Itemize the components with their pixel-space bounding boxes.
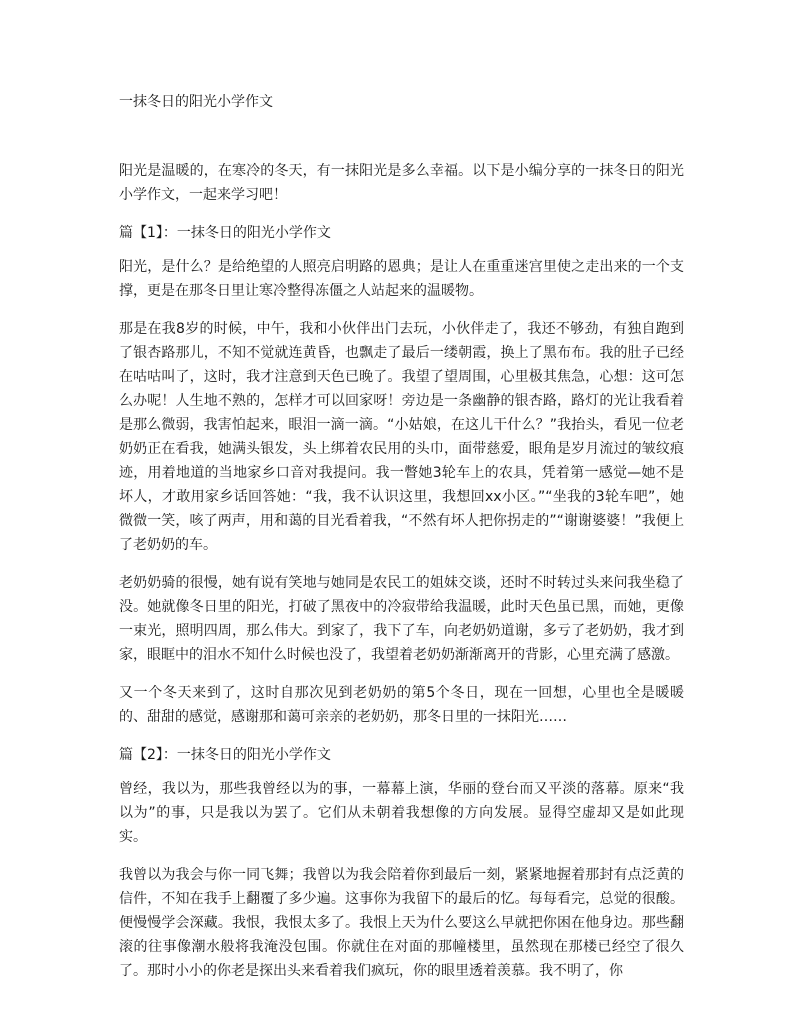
document-body [119, 159, 684, 997]
section-heading: 篇【2】：一抹冬日的阳光小学作文 [119, 747, 331, 763]
body-paragraph: 那是在我8岁的时候，中午，我和小伙伴出门去玩，小伙伴走了，我还不够劲，有独自跑到了银杏路那儿，不知不觉就连黄昏，也飘走了最后一缕朝霞，换上了黑布布。我的肚子已经在咕咕叫了，这时，我才注意到天色已晚了。我望了望周围，心里极其焦急，心想：这可怎么办呢！人生地不熟的，怎样才可以回家呀！旁边是一条幽静的银杏路，路灯的光让我看着是那么微弱，我害怕起来，眼泪一滴一滴。“小姑娘，在这儿干什么？”我抬头，看见一位老奶奶正在看我，她满头银发，头上绑着农民用的头巾，面带慈爱，眼角是岁月流过的皱纹痕迹，用着地道的当地家乡口音对我提问。我一瞥她3轮车上的农具，凭着第一感觉—她不是坏人，才敢用家乡话回答她：“我，我不认识这里，我想回xx小区。”“坐我的3轮车吧”，她微微一笑，咳了两声，用和蔼的目光看着我，“不然有坏人把你拐走的”“谢谢婆婆！”我便上了老奶奶的车。 [119, 321, 684, 553]
body-paragraph: 曾经，我以为，那些我曾经以为的事，一幕幕上演，华丽的登台而又平淡的落幕。原来“我以为”的事，只是我以为罢了。它们从未朝着我想像的方向发展。显得空虚却又是如此现实。 [119, 781, 684, 845]
body-paragraph: 老奶奶骑的很慢，她有说有笑地与她同是农民工的姐妹交谈，还时不时转过头来问我坐稳了没。她就像冬日里的阳光，打破了黑夜中的冷寂带给我温暖，此时天色虽已黑，而她，更像一束光，照明四周，那么伟大。到家了，我下了车，向老奶奶道谢，多亏了老奶奶，我才到家，眼眶中的泪水不知什么时候也没了，我望着老奶奶渐渐离开的背影，心里充满了感激。 [119, 575, 684, 663]
body-paragraph: 又一个冬天来到了，这时自那次见到老奶奶的第5个冬日，现在一回想，心里也全是暖暖的、甜甜的感觉，感谢那和蔼可亲亲的老奶奶，那冬日里的一抹阳光…… [119, 685, 684, 725]
document-title: 一抹冬日的阳光小学作文 [119, 94, 273, 110]
intro-paragraph: 阳光是温暖的，在寒冷的冬天，有一抹阳光是多么幸福。以下是小编分享的一抹冬日的阳光小学作文，一起来学习吧！ [119, 163, 684, 203]
body-paragraph: 阳光，是什么？是给绝望的人照亮启明路的恩典；是让人在重重迷宫里使之走出来的一个支撑，更是在那冬日里让寒冷整得冻僵之人站起来的温暖物。 [119, 259, 684, 299]
body-paragraph: 我曾以为我会与你一同飞舞；我曾以为我会陪着你到最后一刻，紧紧地握着那封有点泛黄的信件，不知在我手上翻覆了多少遍。这事你为我留下的最后的忆。每每看完，总觉的很酸。便慢慢学会深藏。我恨，我恨太多了。我恨上天为什么要这么早就把你困在他身边。那些翻滚的往事像潮水般将我淹没包围。你就住在对面的那幢楼里，虽然现在那楼已经空了很久了。那时小小的你老是探出头来看着我们疯玩，你的眼里透着羡慕。我不明了，你 [119, 867, 684, 979]
section-heading: 篇【1】：一抹冬日的阳光小学作文 [119, 225, 331, 241]
